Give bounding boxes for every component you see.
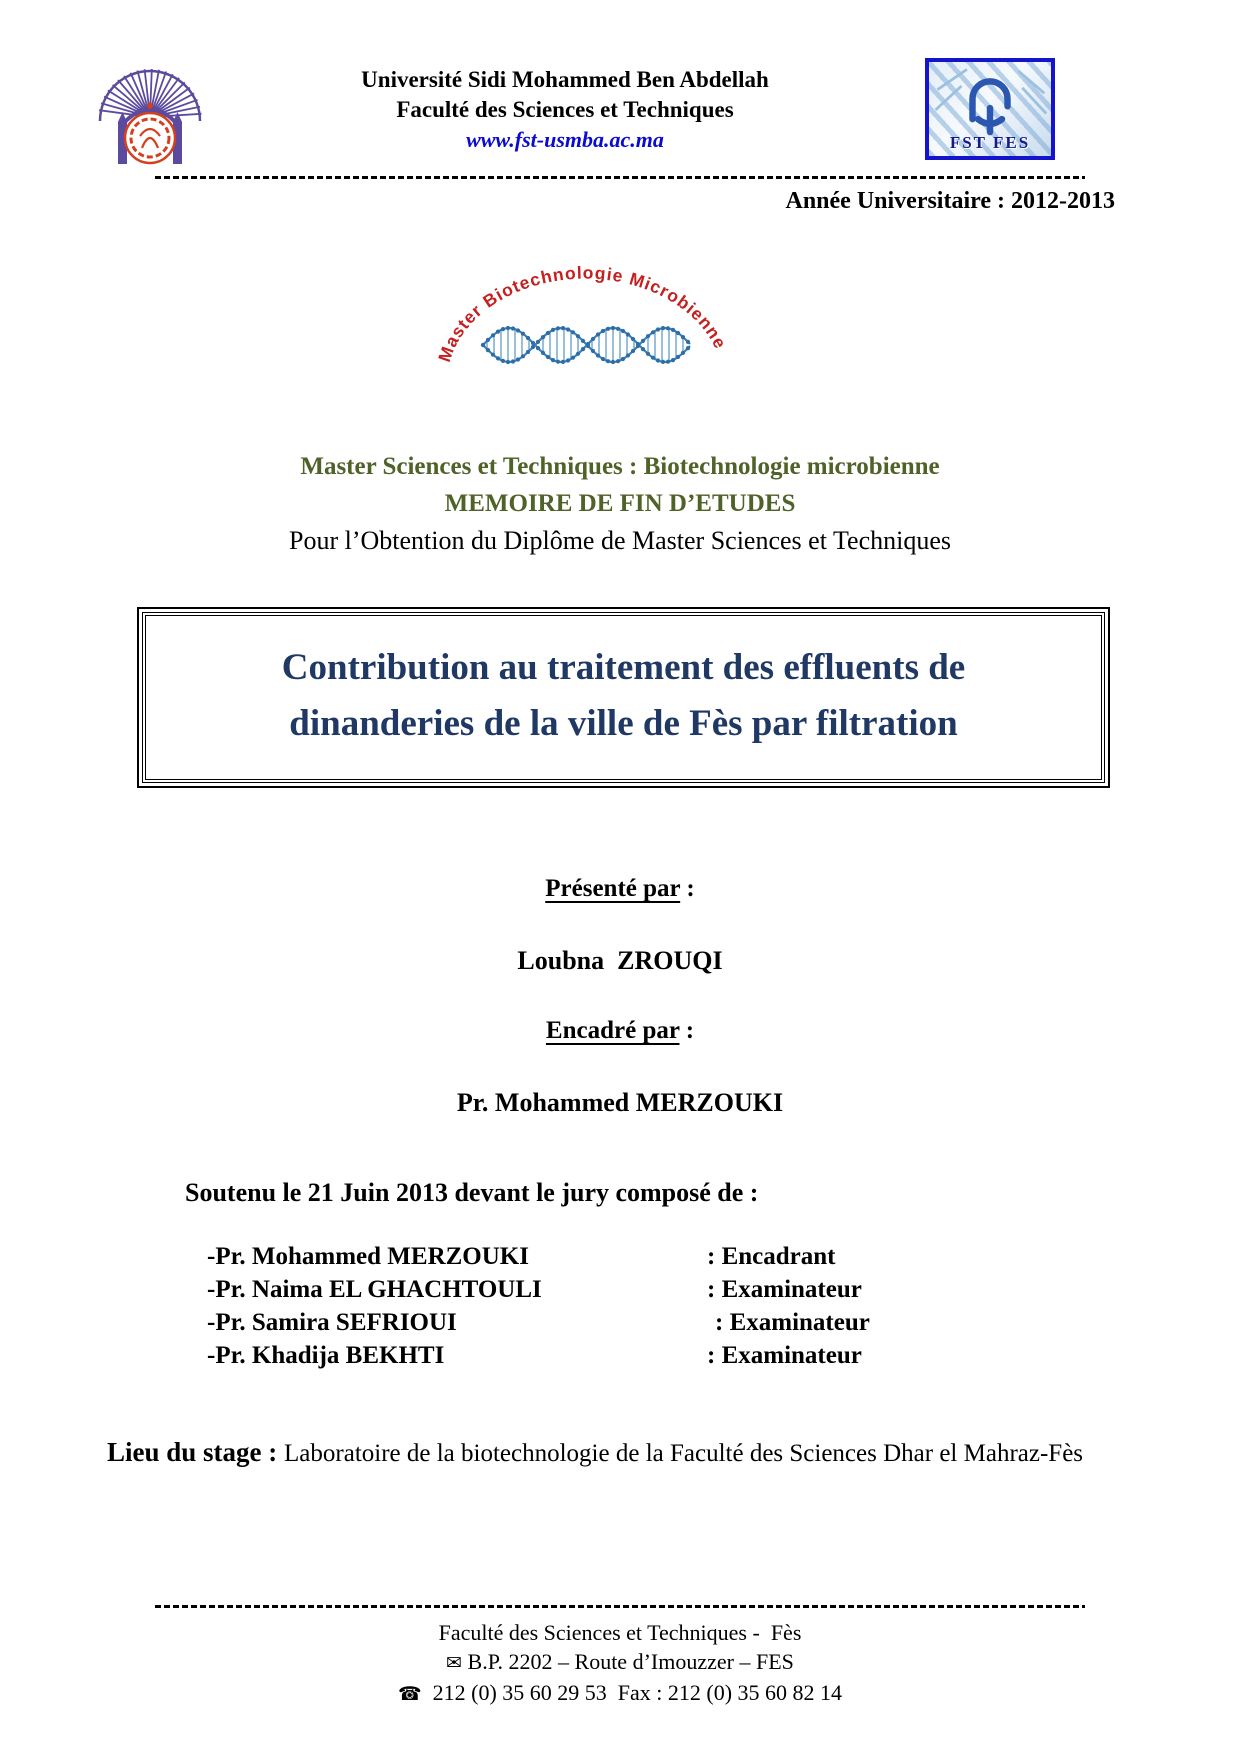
internship-label: Lieu du stage : xyxy=(107,1437,285,1467)
jury-member-name: -Pr. Samira SEFRIOUI xyxy=(207,1309,457,1336)
fst-fes-logo xyxy=(925,58,1055,160)
degree-line: Master Sciences et Techniques : Biotechnologie microbienne xyxy=(300,453,940,480)
jury-row xyxy=(207,1240,870,1273)
title-inner-frame xyxy=(142,612,1105,783)
master-biotech-logo xyxy=(425,243,745,381)
jury-member-role: : Examinateur xyxy=(707,1276,862,1303)
footer-phone: ☎ 212 (0) 35 60 29 53 Fax : 212 (0) 35 60 82 14 xyxy=(397,1680,843,1705)
author-name: Loubna ZROUQI xyxy=(517,946,723,975)
website-url: www.fst-usmba.ac.ma xyxy=(466,127,664,152)
faculty-name: Faculté des Sciences et Techniques xyxy=(396,97,734,122)
header-text-block xyxy=(205,65,925,155)
jury-member-role: : Examinateur xyxy=(707,1342,862,1369)
jury-member-name: -Pr. Khadija BEKHTI xyxy=(207,1342,445,1369)
title-frame xyxy=(137,607,1110,788)
jury-row xyxy=(207,1339,870,1372)
jury-list xyxy=(207,1240,870,1372)
phone-icon: ☎ xyxy=(397,1683,422,1705)
usmba-emblem-logo xyxy=(95,58,205,170)
defense-intro: Soutenu le 21 Juin 2013 devant le jury composé de : xyxy=(185,1178,759,1207)
purpose-line: Pour l’Obtention du Diplôme de Master Sciences et Techniques xyxy=(289,526,951,555)
thesis-title-line2: dinanderies de la ville de Fès par filtration xyxy=(289,703,958,744)
jury-member-role: : Examinateur xyxy=(715,1309,870,1336)
fst-logo-caption: FST FES xyxy=(949,133,1031,152)
presented-by-label: Présenté par : xyxy=(545,875,695,902)
mail-icon: ✉ xyxy=(446,1652,463,1674)
supervised-by-label: Encadré par : xyxy=(545,1017,695,1044)
jury-member-role: : Encadrant xyxy=(707,1243,836,1270)
footer-address: ✉ B.P. 2202 – Route d’Imouzzer – FES xyxy=(446,1649,794,1674)
academic-year: Année Universitaire : 2012-2013 xyxy=(785,188,1115,214)
supervisor-name: Pr. Mohammed MERZOUKI xyxy=(456,1088,784,1117)
thesis-title-line1: Contribution au traitement des effluents de xyxy=(281,647,966,688)
footer-faculty: Faculté des Sciences et Techniques - Fès xyxy=(438,1620,802,1645)
jury-row xyxy=(207,1306,870,1339)
header-divider xyxy=(155,176,1085,179)
internship-location: Laboratoire de la biotechnologie de la Faculté des Sciences Dhar el Mahraz-Fès xyxy=(284,1440,1084,1467)
internship-line xyxy=(107,1437,1083,1468)
memoir-line: MEMOIRE DE FIN D’ETUDES xyxy=(444,490,796,517)
jury-row xyxy=(207,1273,870,1306)
master-logo-arc-text: Master Biotechnologie Microbienne xyxy=(434,262,731,365)
jury-member-name: -Pr. Mohammed MERZOUKI xyxy=(207,1243,529,1270)
university-name: Université Sidi Mohammed Ben Abdellah xyxy=(361,67,769,92)
footer-divider xyxy=(155,1605,1085,1608)
jury-member-name: -Pr. Naima EL GHACHTOULI xyxy=(207,1276,542,1303)
program-block xyxy=(0,448,1240,559)
footer-block xyxy=(0,1618,1240,1709)
dna-helix-icon xyxy=(481,326,690,364)
